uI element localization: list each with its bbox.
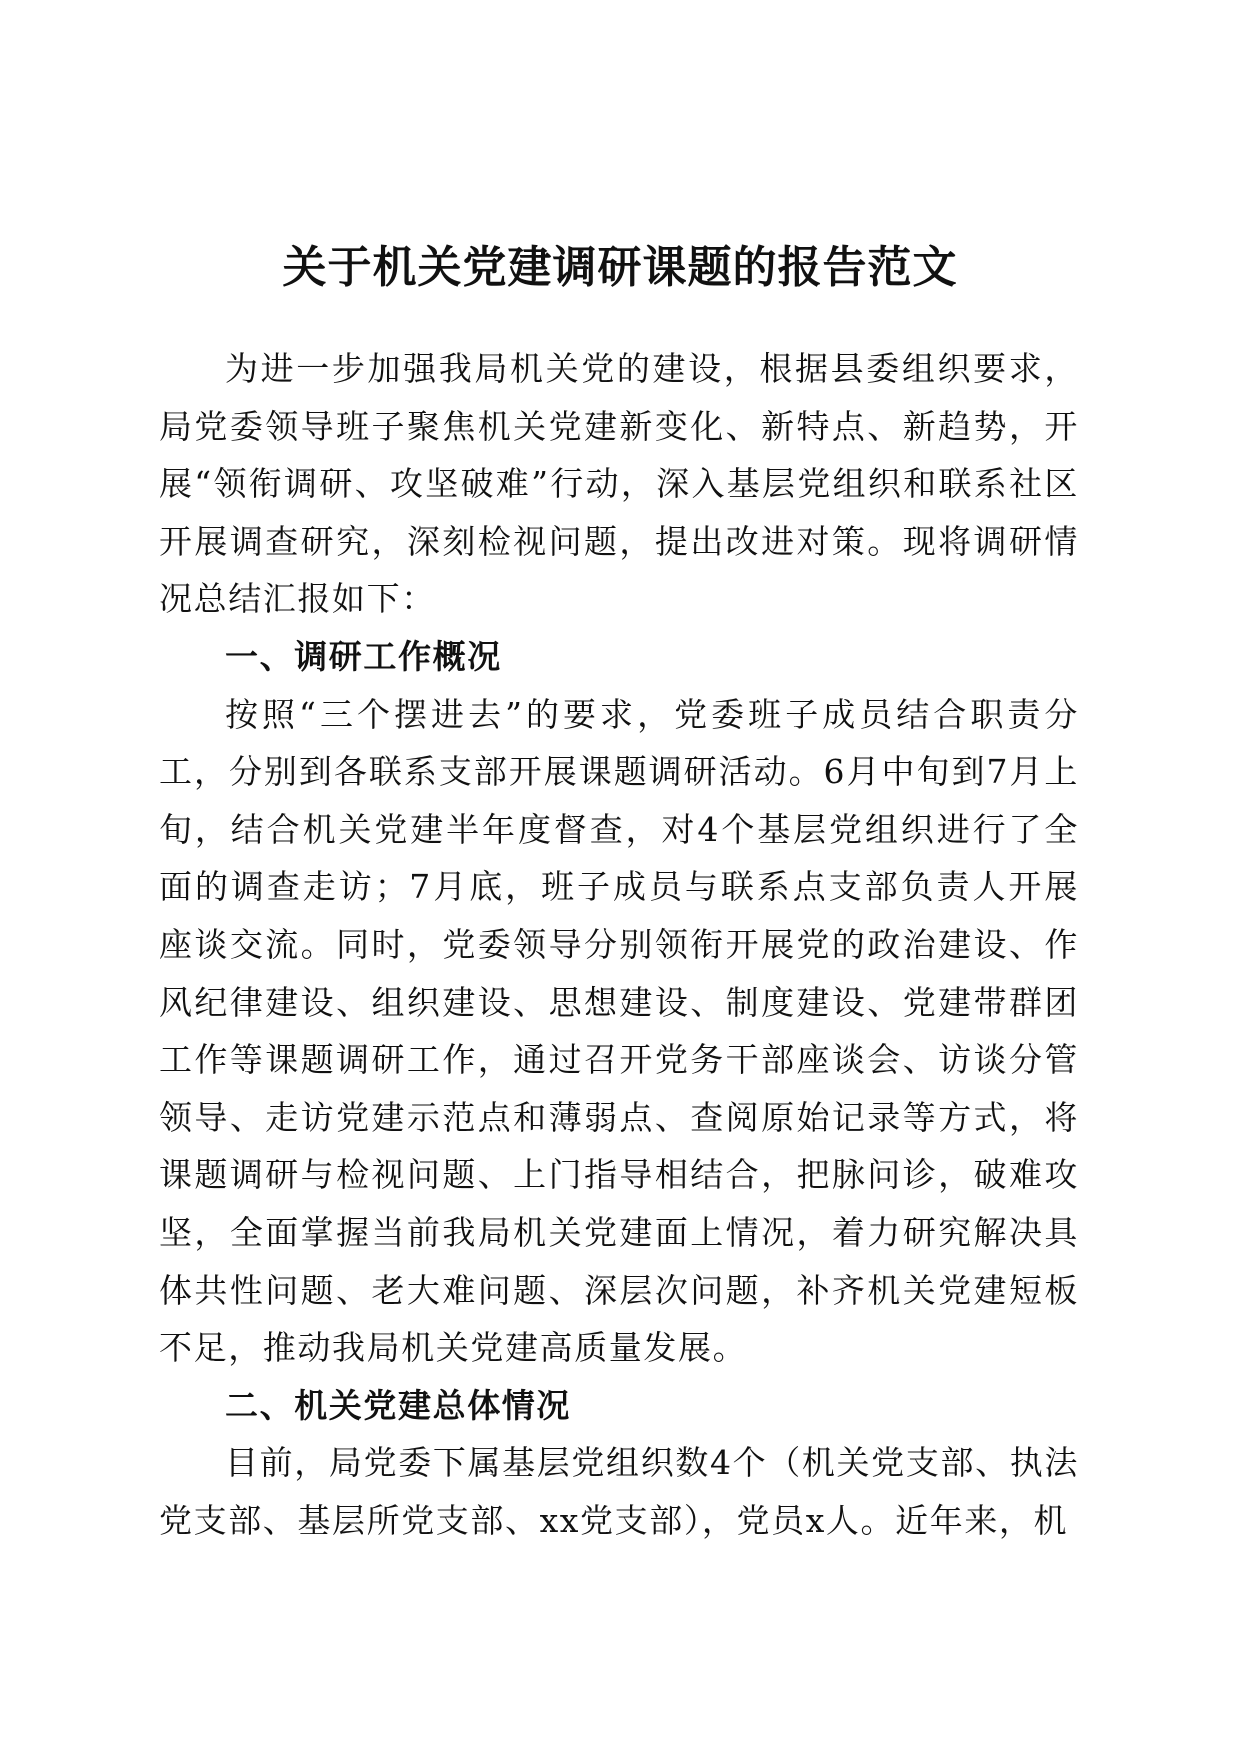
section-1-heading: 一、调研工作概况 — [225, 636, 502, 676]
document-title: 关于机关党建调研课题的报告范文 — [282, 242, 958, 293]
intro-paragraph: 为进一步加强我局机关党的建设，根据县委组织要求，局党委领导班子聚焦机关党建新变化、新特点、新趋势，开展“领衔调研、攻坚破难”行动，深入基层党组织和联系社区开展调查研究，深刻检视问题，提出改进对策。现将调研情况总结汇报如下： — [159, 349, 1079, 619]
document-body — [159, 340, 1079, 1549]
section-2-paragraph: 目前，局党委下属基层党组织数4个（机关党支部、执法党支部、基层所党支部、xx党支部），党员x人。近年来，机 — [159, 1443, 1079, 1540]
section-1-paragraph: 按照“三个摆进去”的要求，党委班子成员结合职责分工，分别到各联系支部开展课题调研活动。6月中旬到7月上旬，结合机关党建半年度督查，对4个基层党组织进行了全面的调查走访；7月底，班子成员与联系点支部负责人开展座谈交流。同时，党委领导分别领衔开展党的政治建设、作风纪律建设、组织建设、思想建设、制度建设、党建带群团工作等课题调研工作，通过召开党务干部座谈会、访谈分管领导、走访党建示范点和薄弱点、查阅原始记录等方式，将课题调研与检视问题、上门指导相结合，把脉问诊，破难攻坚，全面掌握当前我局机关党建面上情况，着力研究解决具体共性问题、老大难问题、深层次问题，补齐机关党建短板不足，推动我局机关党建高质量发展。 — [159, 694, 1079, 1368]
section-2-heading: 二、机关党建总体情况 — [225, 1385, 571, 1425]
